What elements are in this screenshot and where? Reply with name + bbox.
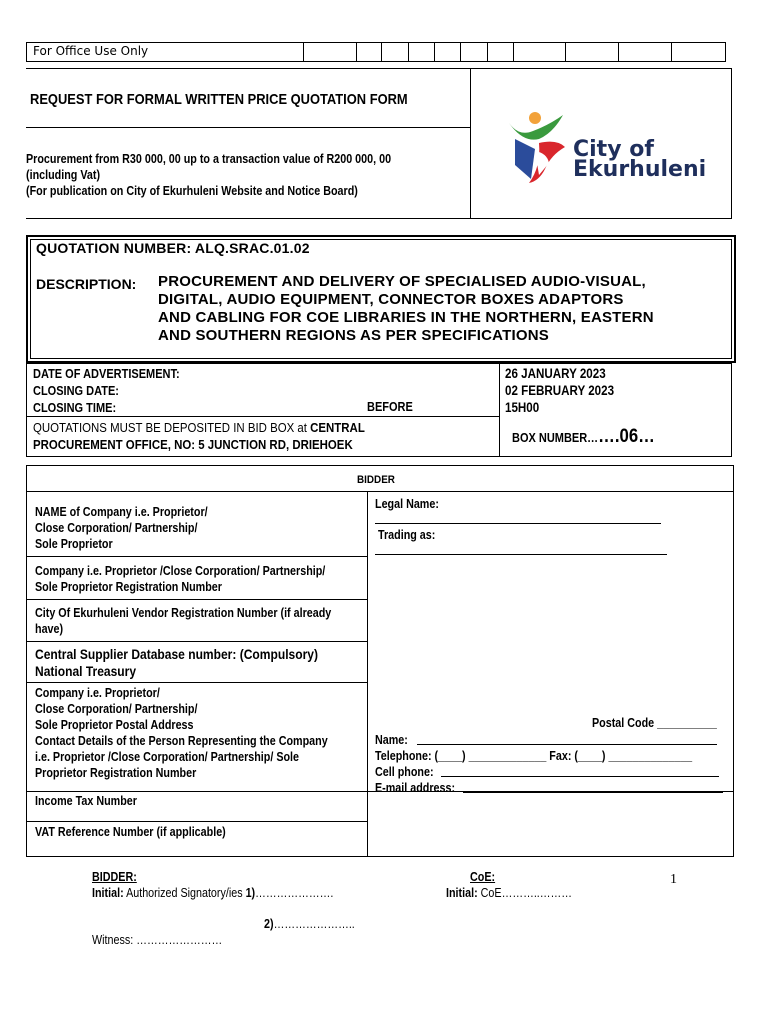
office-cell bbox=[434, 43, 435, 61]
bidder-header: BIDDER bbox=[357, 474, 395, 486]
office-cell bbox=[618, 43, 619, 61]
office-use-label: For Office Use Only bbox=[33, 44, 149, 58]
postal-address-label bbox=[35, 685, 328, 781]
description-line: DIGITAL, AUDIO EQUIPMENT, CONNECTOR BOXES ADAPTORS bbox=[158, 291, 624, 308]
coe-initial-field[interactable]: CoE………..……… bbox=[480, 886, 573, 900]
legal-name-line[interactable] bbox=[375, 523, 661, 524]
label-line: City Of Ekurhuleni Vendor Registration Number (if already bbox=[35, 606, 332, 620]
contact-name-label: Name: bbox=[375, 733, 408, 747]
signatory-two-field[interactable]: ………………….. bbox=[273, 917, 355, 931]
trading-as-line[interactable] bbox=[375, 554, 667, 555]
office-use-row bbox=[26, 42, 726, 62]
office-cell bbox=[381, 43, 382, 61]
trading-as-label: Trading as: bbox=[378, 528, 436, 542]
logo-box bbox=[471, 68, 732, 219]
quotation-box bbox=[26, 235, 736, 363]
advertisement-date-value: 26 JANUARY 2023 bbox=[505, 366, 606, 381]
bidder-initial-line bbox=[92, 886, 333, 900]
logo-text bbox=[573, 137, 707, 182]
ekurhuleni-logo-icon bbox=[505, 109, 577, 189]
dates-box bbox=[26, 363, 732, 457]
page-number: 1 bbox=[670, 872, 677, 887]
cell-phone-line[interactable] bbox=[441, 776, 719, 777]
date-values bbox=[505, 365, 614, 416]
description-line: AND SOUTHERN REGIONS AS PER SPECIFICATIONS bbox=[158, 327, 549, 344]
csd-label bbox=[35, 646, 318, 680]
closing-date-value: 02 FEBRUARY 2023 bbox=[505, 383, 615, 398]
procurement-line: Procurement from R30 000, 00 up to a transaction value of R200 000, 00 bbox=[26, 152, 392, 166]
form-header bbox=[26, 68, 471, 219]
fax-label: Fax: (____) ______________ bbox=[549, 749, 693, 763]
telephone-label: Telephone: (____) _____________ bbox=[375, 749, 547, 763]
label-line: Close Corporation/ Partnership/ bbox=[35, 521, 198, 535]
before-label: BEFORE bbox=[367, 400, 413, 414]
box-number-value: ….06… bbox=[598, 426, 655, 447]
witness-line[interactable]: Witness: …………………… bbox=[92, 933, 223, 947]
deposit-instructions bbox=[33, 419, 365, 453]
initial-label: Initial: bbox=[92, 886, 124, 900]
registration-label bbox=[35, 563, 325, 595]
bidder-footer-label: BIDDER: bbox=[92, 870, 137, 884]
office-cell bbox=[356, 43, 357, 61]
closing-time-label: CLOSING TIME: bbox=[33, 401, 117, 415]
postal-code-label: Postal Code __________ bbox=[592, 716, 717, 730]
description-label: DESCRIPTION: bbox=[36, 276, 137, 292]
signatory-two-line bbox=[264, 917, 355, 931]
office-cell bbox=[408, 43, 409, 61]
label-line: NAME of Company i.e. Proprietor/ bbox=[35, 505, 208, 519]
procurement-line: (including Vat) bbox=[26, 168, 101, 182]
logo-line: Ekurhuleni bbox=[573, 157, 707, 182]
logo-line: City of bbox=[573, 137, 654, 162]
label-line: have) bbox=[35, 622, 64, 636]
label-line: Central Supplier Database number: (Compulsory) bbox=[35, 646, 318, 662]
closing-time-value: 15H00 bbox=[505, 400, 540, 415]
contact-fields bbox=[375, 732, 692, 796]
label-line: Sole Proprietor Registration Number bbox=[35, 580, 222, 594]
signatory-two: 2) bbox=[264, 917, 274, 931]
signatory-one-field[interactable]: …………………. bbox=[255, 886, 334, 900]
label-line: Company i.e. Proprietor /Close Corporation/ Partnership/ bbox=[35, 564, 326, 578]
office-cell bbox=[487, 43, 488, 61]
deposit-address: PROCUREMENT OFFICE, NO: 5 JUNCTION RD, DRIEHOEK bbox=[33, 437, 353, 452]
label-line: National Treasury bbox=[35, 663, 137, 679]
legal-name-label: Legal Name: bbox=[375, 497, 439, 511]
label-line: Close Corporation/ Partnership/ bbox=[35, 702, 198, 716]
deposit-text-bold: CENTRAL bbox=[310, 420, 365, 435]
email-label: E-mail address: bbox=[375, 781, 456, 795]
procurement-note bbox=[26, 151, 391, 199]
office-cell bbox=[671, 43, 672, 61]
description-line: PROCUREMENT AND DELIVERY OF SPECIALISED AUDIO-VISUAL, bbox=[158, 273, 646, 290]
vat-label: VAT Reference Number (if applicable) bbox=[35, 825, 226, 839]
income-tax-label: Income Tax Number bbox=[35, 794, 137, 808]
form-title: REQUEST FOR FORMAL WRITTEN PRICE QUOTATION FORM bbox=[30, 91, 408, 108]
date-labels bbox=[33, 366, 180, 417]
cell-phone-label: Cell phone: bbox=[375, 765, 434, 779]
label-line: Company i.e. Proprietor/ bbox=[35, 686, 160, 700]
label-line: Sole Proprietor bbox=[35, 537, 113, 551]
vendor-registration-label bbox=[35, 605, 331, 637]
description-text bbox=[158, 273, 654, 345]
coe-initial-line bbox=[446, 886, 572, 900]
company-name-label bbox=[35, 504, 208, 552]
contact-name-line[interactable] bbox=[417, 744, 717, 745]
procurement-line: (For publication on City of Ekurhuleni Website and Notice Board) bbox=[26, 184, 358, 198]
coe-footer-label: CoE: bbox=[470, 870, 496, 884]
box-number-label: BOX NUMBER… bbox=[512, 431, 599, 445]
label-line: Sole Proprietor Postal Address bbox=[35, 718, 194, 732]
office-cell bbox=[303, 43, 304, 61]
office-cell bbox=[565, 43, 566, 61]
signatory-label: Authorized Signatory/ies bbox=[126, 886, 246, 900]
email-line[interactable] bbox=[463, 792, 723, 793]
contact-label-line: Contact Details of the Person Representing the Company bbox=[35, 734, 328, 748]
description-line: AND CABLING FOR COE LIBRARIES IN THE NORTHERN, EASTERN bbox=[158, 309, 654, 326]
deposit-text: QUOTATIONS MUST BE DEPOSITED IN BID BOX at bbox=[33, 420, 311, 435]
closing-date-label: CLOSING DATE: bbox=[33, 384, 119, 398]
contact-label-line: i.e. Proprietor /Close Corporation/ Partnership/ Sole bbox=[35, 750, 300, 764]
office-cell bbox=[513, 43, 514, 61]
initial-label: Initial: bbox=[446, 886, 478, 900]
quotation-number: QUOTATION NUMBER: ALQ.SRAC.01.02 bbox=[36, 240, 310, 256]
contact-label-line: Proprietor Registration Number bbox=[35, 766, 197, 780]
box-number bbox=[512, 426, 655, 448]
advertisement-date-label: DATE OF ADVERTISEMENT: bbox=[33, 367, 180, 381]
signatory-one: 1) bbox=[245, 886, 256, 900]
bidder-table bbox=[26, 465, 734, 857]
office-cell bbox=[460, 43, 461, 61]
